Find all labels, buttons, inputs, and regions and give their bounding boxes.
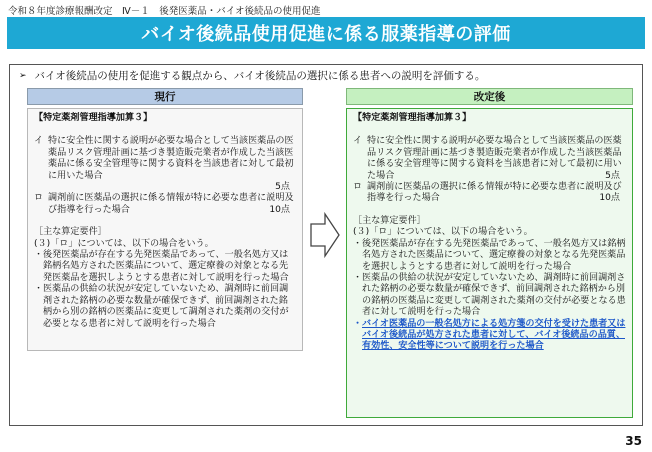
revised-heading: 改定後 bbox=[346, 88, 633, 105]
item-text: 調剤前に医薬品の選択に係る情報が特に必要な患者に説明及び指導を行った場合 bbox=[367, 182, 622, 204]
bullet-mark: ・ bbox=[34, 284, 44, 295]
current-item-i-points-row bbox=[34, 182, 296, 193]
new-bullet-text: バイオ医薬品の一般名処方による処方箋の交付を受けた患者又はバイオ後続品が処方された患者に対して、バイオ後続品の品質、有効性、安全性等について説明を行った場合 bbox=[362, 318, 626, 352]
bullet-text: 後発医薬品が存在する先発医薬品であって、一般名処方又は銘柄名処方された医薬品について、選定療養の対象となる先発医薬品を選択しようとする患者に対して説明を行った場合 bbox=[362, 238, 626, 272]
revised-bullet-1 bbox=[353, 239, 626, 273]
bullet-mark: ・ bbox=[34, 250, 44, 261]
item-mark: イ bbox=[353, 136, 363, 147]
bullet-text: 医薬品の供給の状況が安定していないため、調剤時に前回調剤された銘柄の必要な数量が確保できず、前回調剤された銘柄から別の銘柄の医薬品に変更して調剤された薬剤の交付が必要となる患者に対して説明を行った場合 bbox=[43, 284, 289, 329]
item-text: 特に安全性に関する説明が必要な場合として当該医薬品の医薬品リスク管理計画に基づき製造販売業者が作成した当該医薬品に係る安全管理等に関する資料を当該患者に対して最初に用いた場合 bbox=[48, 136, 294, 181]
revised-bullet-2 bbox=[353, 273, 626, 319]
item-text: 特に安全性に関する説明が必要な場合として当該医薬品の医薬品リスク管理計画に基づき製造販売業者が作成した当該医薬品に係る安全管理等に関する資料を当該患者に対して最初に用いた場合 bbox=[367, 136, 622, 181]
item-points: 5点 bbox=[275, 182, 290, 193]
intro-text: バイオ後続品の使用を促進する観点から、バイオ後続品の選択に係る患者への説明を評価する。 bbox=[34, 70, 486, 82]
item-points: 5点 bbox=[605, 170, 620, 181]
page-number: 35 bbox=[625, 434, 642, 448]
item-mark: ロ bbox=[353, 182, 363, 193]
current-bullet-1 bbox=[34, 250, 296, 284]
item-points: 10点 bbox=[269, 204, 290, 215]
item-text: 調剤前に医薬品の選択に係る情報が特に必要な患者に説明及び指導を行った場合 bbox=[48, 193, 294, 215]
revised-req-intro: (３)「ロ」については、以下の場合をいう。 bbox=[353, 227, 533, 238]
bullet-mark: ・ bbox=[353, 238, 363, 249]
current-req-title: ［主な算定要件］ bbox=[34, 227, 107, 238]
item-mark: ロ bbox=[34, 193, 44, 204]
item-points: 10点 bbox=[599, 193, 620, 204]
revised-sub-title: 【特定薬剤管理指導加算３】 bbox=[353, 113, 472, 123]
current-item-i bbox=[34, 136, 296, 182]
revised-req-title: ［主な算定要件］ bbox=[353, 215, 426, 226]
intro-line bbox=[19, 68, 485, 83]
revised-panel bbox=[346, 108, 633, 418]
revised-bullet-3-new bbox=[353, 319, 626, 353]
current-bullet-2 bbox=[34, 284, 296, 330]
slide-title: バイオ後続品使用促進に係る服薬指導の評価 bbox=[141, 24, 511, 45]
current-sub-title: 【特定薬剤管理指導加算３】 bbox=[34, 113, 153, 123]
right-arrow-icon bbox=[309, 212, 341, 258]
revised-item-i-points-row bbox=[353, 171, 626, 182]
current-heading: 現行 bbox=[27, 88, 303, 105]
bullet-mark: ・ bbox=[353, 318, 363, 329]
title-bar bbox=[7, 17, 645, 49]
current-req-intro: (３)「ロ」については、以下の場合をいう。 bbox=[34, 238, 214, 249]
current-panel bbox=[27, 108, 303, 351]
bullet-text: 医薬品の供給の状況が安定していないため、調剤時に前回調剤された銘柄の必要な数量が確保できず、前回調剤された銘柄から別の銘柄の医薬品に変更して調剤された薬剤の交付が必要となる患者に対して説明を行った場合 bbox=[362, 272, 626, 318]
revised-item-ro-points-row bbox=[353, 193, 626, 204]
arrow-bullet-icon: ➢ bbox=[19, 70, 27, 81]
item-mark: イ bbox=[34, 136, 44, 147]
slide-subtitle: 令和８年度診療報酬改定 Ⅳ－１ 後発医薬品・バイオ後続品の使用促進 bbox=[8, 6, 321, 17]
bullet-mark: ・ bbox=[353, 272, 363, 283]
bullet-text: 後発医薬品が存在する先発医薬品であって、一般名処方又は銘柄名処方された医薬品について、選定療養の対象となる先発医薬品を選択しようとする患者に対して説明を行った場合 bbox=[43, 250, 289, 283]
current-item-ro-points-row bbox=[34, 205, 296, 216]
